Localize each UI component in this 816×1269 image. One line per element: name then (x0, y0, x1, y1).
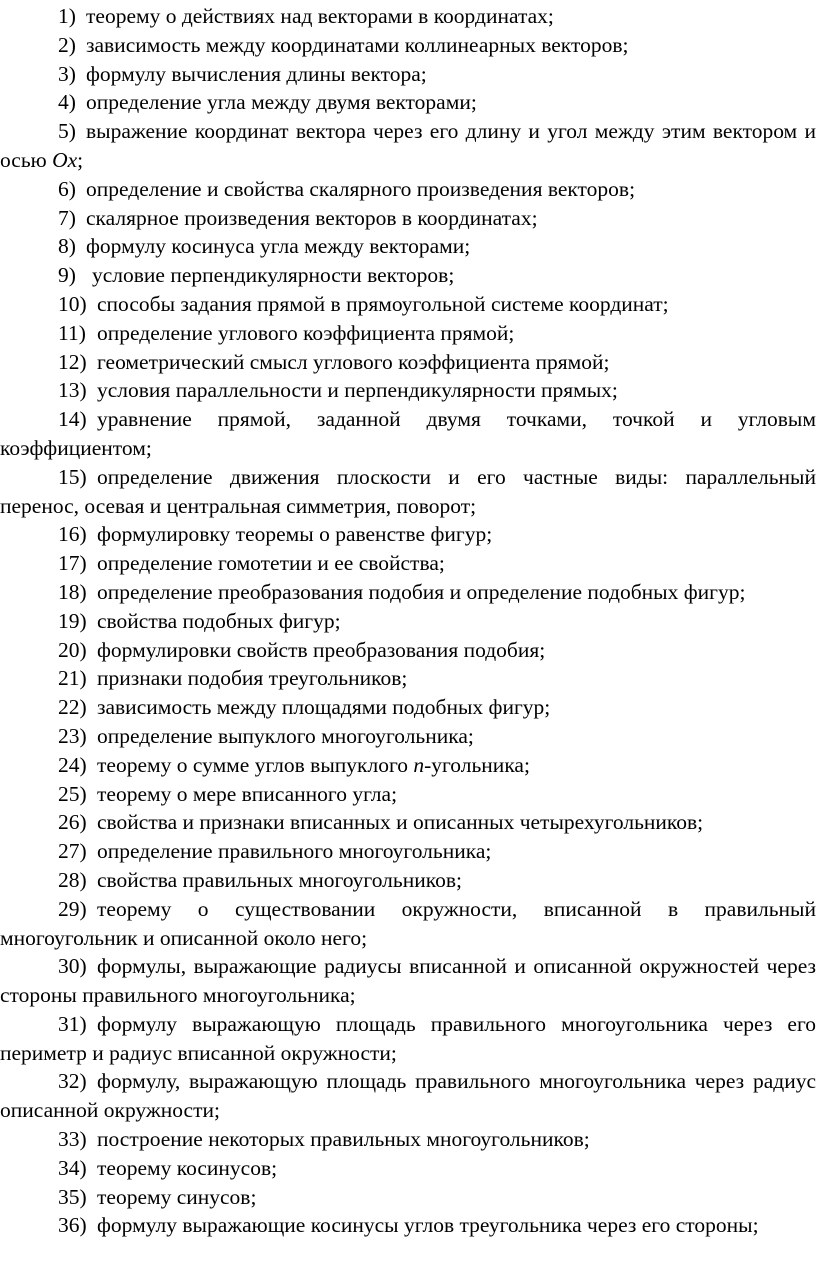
item-number: 4) (58, 90, 76, 115)
item-text: формулу выражающую площадь правильного многоугольника через его периметр и радиус вписанной окружности; (0, 1011, 816, 1065)
item-text: геометрический смысл углового коэффициента прямой; (97, 349, 610, 374)
item-number: 3) (58, 61, 76, 86)
list-item-27 (0, 837, 816, 866)
item-text: теорему косинусов; (97, 1155, 278, 1180)
list-item-29 (0, 895, 816, 953)
list-item-35 (0, 1183, 816, 1212)
item-text: формулу вычисления длины вектора; (86, 61, 427, 86)
item-text: формулировки свойств преобразования подобия; (97, 637, 546, 662)
item-number: 34) (58, 1155, 87, 1180)
item-text: теорему о действиях над векторами в координатах; (86, 4, 554, 28)
item-number: 16) (58, 522, 87, 547)
list-item-24 (0, 751, 816, 780)
item-number: 24) (58, 752, 87, 777)
item-number: 1) (58, 4, 76, 28)
item-text: свойства подобных фигур; (97, 608, 341, 633)
item-number: 8) (58, 234, 76, 259)
list-item-2 (0, 31, 816, 60)
item-text: определение гомотетии и ее свойства; (97, 551, 445, 576)
list-item-28 (0, 866, 816, 895)
item-text: зависимость между площадями подобных фигур; (97, 695, 551, 720)
item-number: 22) (58, 695, 87, 720)
item-text: теорему синусов; (97, 1184, 257, 1209)
list-item-20 (0, 636, 816, 665)
list-item-25 (0, 780, 816, 809)
item-text: формулу выражающие косинусы углов треугольника через его стороны; (97, 1213, 759, 1238)
item-number: 15) (58, 464, 87, 489)
item-number: 21) (58, 666, 87, 691)
list-item-33 (0, 1125, 816, 1154)
item-text: выражение координат вектора через его длину и угол между этим вектором и осью (0, 119, 816, 172)
item-text: построение некоторых правильных многоугольников; (97, 1127, 590, 1152)
list-item-21 (0, 664, 816, 693)
item-text-end: -угольника; (424, 752, 530, 777)
list-item-17 (0, 549, 816, 578)
list-item-6 (0, 175, 816, 204)
item-number: 2) (58, 32, 76, 57)
list-item-15 (0, 463, 816, 521)
item-text: зависимость между координатами коллинеарных векторов; (86, 32, 629, 57)
item-number: 30) (58, 954, 87, 979)
item-number: 13) (58, 378, 87, 403)
list-item-10 (0, 290, 816, 319)
item-text: уравнение прямой, заданной двумя точками, точкой и угловым коэффициентом; (0, 407, 816, 460)
item-text: теорему о сумме углов выпуклого (97, 752, 414, 777)
list-item-14 (0, 405, 816, 463)
item-text: формулу, выражающую площадь правильного многоугольника через радиус описанной окружности; (0, 1069, 816, 1123)
list-item-1 (0, 2, 816, 31)
item-text: формулировку теоремы о равенстве фигур; (97, 522, 493, 547)
item-text: условие перпендикулярности векторов; (92, 263, 455, 288)
item-text: определение углового коэффициента прямой; (97, 320, 515, 345)
list-item-16 (0, 520, 816, 549)
list-item-26 (0, 808, 816, 837)
item-text: определение правильного многоугольника; (97, 839, 492, 864)
item-number: 36) (58, 1213, 87, 1238)
item-text: свойства и признаки вписанных и описанных четырехугольников; (97, 810, 704, 835)
item-text: определение угла между двумя векторами; (86, 90, 477, 115)
list-item-3 (0, 60, 816, 89)
item-text: условия параллельности и перпендикулярности прямых; (97, 378, 618, 403)
item-text: признаки подобия треугольников; (97, 666, 408, 691)
list-item-31 (0, 1010, 816, 1068)
item-text: теорему о мере вписанного угла; (97, 781, 398, 806)
item-text: теорему о существовании окружности, вписанной в правильный многоугольник и описанной около него; (0, 896, 816, 950)
item-number: 23) (58, 723, 87, 748)
item-text: скалярное произведения векторов в координатах; (86, 205, 538, 230)
topics-list (0, 2, 816, 1240)
item-text: определение преобразования подобия и определение подобных фигур; (97, 579, 746, 604)
item-number: 31) (58, 1011, 87, 1036)
item-text: формулу косинуса угла между векторами; (86, 234, 471, 259)
list-item-8 (0, 232, 816, 261)
list-item-36 (0, 1211, 816, 1240)
item-number: 11) (58, 320, 86, 345)
item-number: 18) (58, 579, 87, 604)
list-item-23 (0, 722, 816, 751)
list-item-18 (0, 578, 816, 607)
list-item-13 (0, 376, 816, 405)
list-item-5 (0, 117, 816, 175)
item-number: 19) (58, 608, 87, 633)
item-number: 20) (58, 637, 87, 662)
list-item-32 (0, 1067, 816, 1125)
list-item-4 (0, 88, 816, 117)
item-number: 6) (58, 176, 76, 201)
item-text: формулы, выражающие радиусы вписанной и описанной окружностей через стороны правильного многоугольника; (0, 954, 816, 1008)
item-number: 35) (58, 1184, 87, 1209)
list-item-12 (0, 348, 816, 377)
list-item-19 (0, 607, 816, 636)
item-number: 32) (58, 1069, 87, 1094)
list-item-7 (0, 204, 816, 233)
item-number: 10) (58, 291, 87, 316)
item-text: определение движения плоскости и его частные виды: параллельный перенос, осевая и центральная симметрия, поворот; (0, 464, 816, 518)
item-text: определение выпуклого многоугольника; (97, 723, 474, 748)
item-text-end: ; (77, 147, 84, 172)
item-number: 14) (58, 407, 87, 432)
item-number: 17) (58, 551, 87, 576)
item-number: 26) (58, 810, 87, 835)
item-number: 5) (58, 119, 76, 144)
item-text-italic: n (413, 752, 425, 777)
item-number: 7) (58, 205, 76, 230)
list-item-22 (0, 693, 816, 722)
item-number: 28) (58, 867, 87, 892)
list-item-11 (0, 319, 816, 348)
item-number: 33) (58, 1127, 87, 1152)
list-item-9 (0, 261, 816, 290)
item-text-italic: Ox (52, 147, 78, 172)
list-item-34 (0, 1154, 816, 1183)
list-item-30 (0, 952, 816, 1010)
item-number: 9) (58, 263, 76, 288)
item-number: 27) (58, 839, 87, 864)
item-text: свойства правильных многоугольников; (97, 867, 462, 892)
item-number: 12) (58, 349, 87, 374)
item-text: определение и свойства скалярного произведения векторов; (86, 176, 636, 201)
item-number: 29) (58, 896, 87, 921)
item-text: способы задания прямой в прямоугольной системе координат; (97, 291, 669, 316)
item-number: 25) (58, 781, 87, 806)
